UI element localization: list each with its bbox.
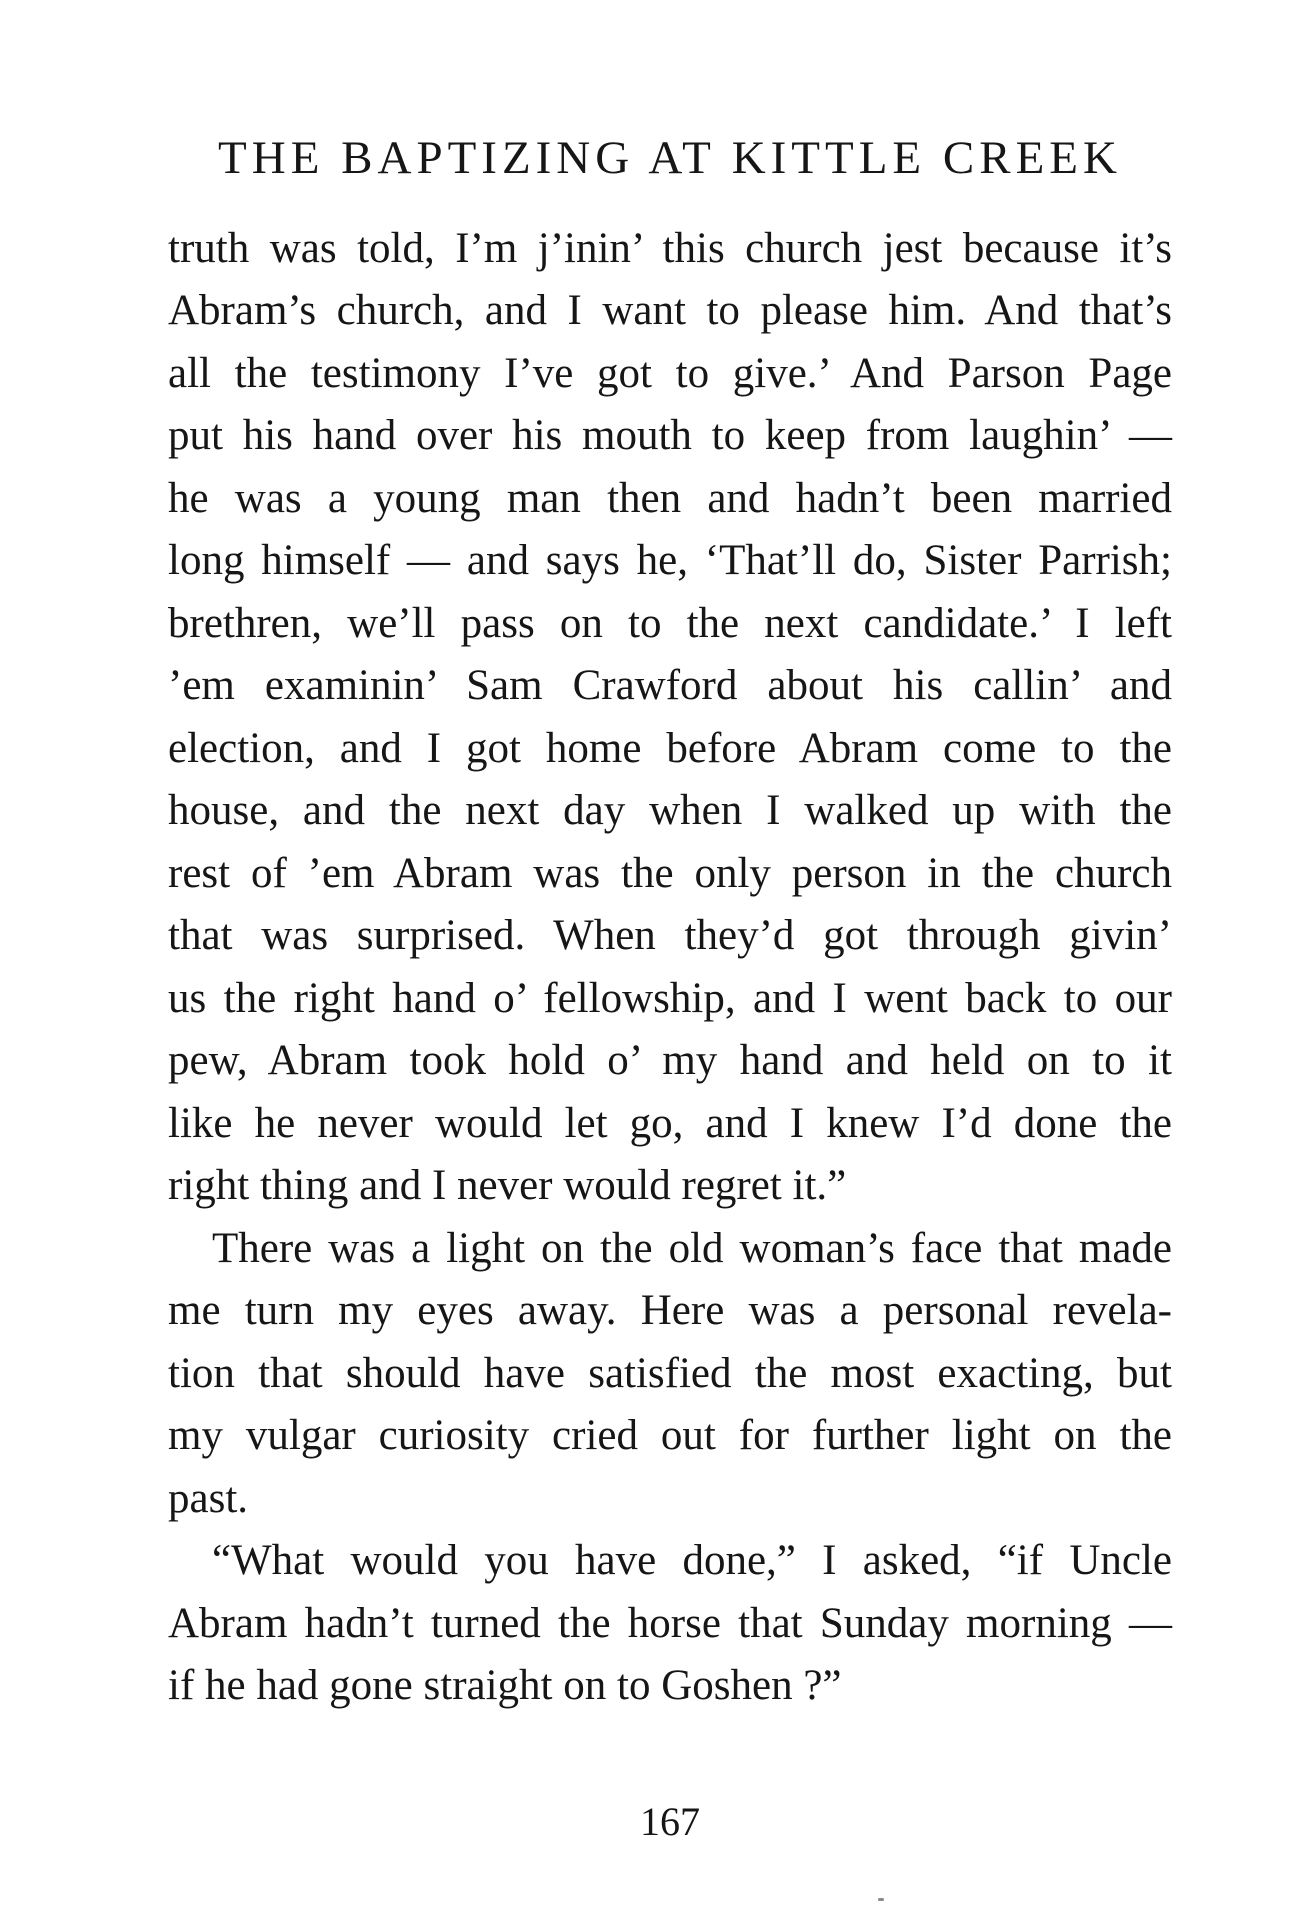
print-speck — [878, 1898, 884, 1901]
text-line: brethren, we’ll pass on to the next candidate.’ I left — [168, 600, 1172, 647]
text-line: pew, Abram took hold o’ my hand and held on to it — [168, 1037, 1172, 1084]
text-line: us the right hand o’ fellowship, and I went back to our — [168, 975, 1172, 1022]
text-line: rest of ’em Abram was the only person in the church — [168, 850, 1172, 897]
page-number: 167 — [640, 1799, 700, 1844]
text-line: he was a young man then and hadn’t been married — [168, 475, 1172, 522]
text-line: Abram hadn’t turned the horse that Sunday morning — — [168, 1600, 1172, 1647]
text-line: me turn my eyes away. Here was a personal revela- — [168, 1287, 1172, 1334]
text-line: “What would you have done,” I asked, “if Uncle — [212, 1537, 1172, 1584]
text-line: election, and I got home before Abram come to the — [168, 725, 1172, 772]
text-line: my vulgar curiosity cried out for further light on the — [168, 1412, 1172, 1459]
text-line: past. — [168, 1475, 249, 1522]
running-head: THE BAPTIZING AT KITTLE CREEK — [218, 132, 1122, 184]
text-line: if he had gone straight on to Goshen ?” — [168, 1662, 842, 1709]
text-line: There was a light on the old woman’s face that made — [212, 1225, 1172, 1272]
text-line: house, and the next day when I walked up with the — [168, 787, 1172, 834]
text-line: truth was told, I’m j’inin’ this church jest because it’s — [168, 225, 1172, 272]
text-line: right thing and I never would regret it.” — [168, 1162, 847, 1209]
text-line: ’em examinin’ Sam Crawford about his callin’ and — [168, 662, 1172, 709]
text-line: all the testimony I’ve got to give.’ And Parson Page — [168, 350, 1172, 397]
text-line: tion that should have satisfied the most exacting, but — [168, 1350, 1172, 1397]
text-line: that was surprised. When they’d got through givin’ — [168, 912, 1172, 959]
text-line: like he never would let go, and I knew I’d done the — [168, 1100, 1172, 1147]
text-line: Abram’s church, and I want to please him. And that’s — [168, 287, 1172, 334]
text-line: put his hand over his mouth to keep from laughin’ — — [168, 412, 1172, 459]
text-line: long himself — and says he, ‘That’ll do, Sister Parrish; — [168, 537, 1172, 584]
